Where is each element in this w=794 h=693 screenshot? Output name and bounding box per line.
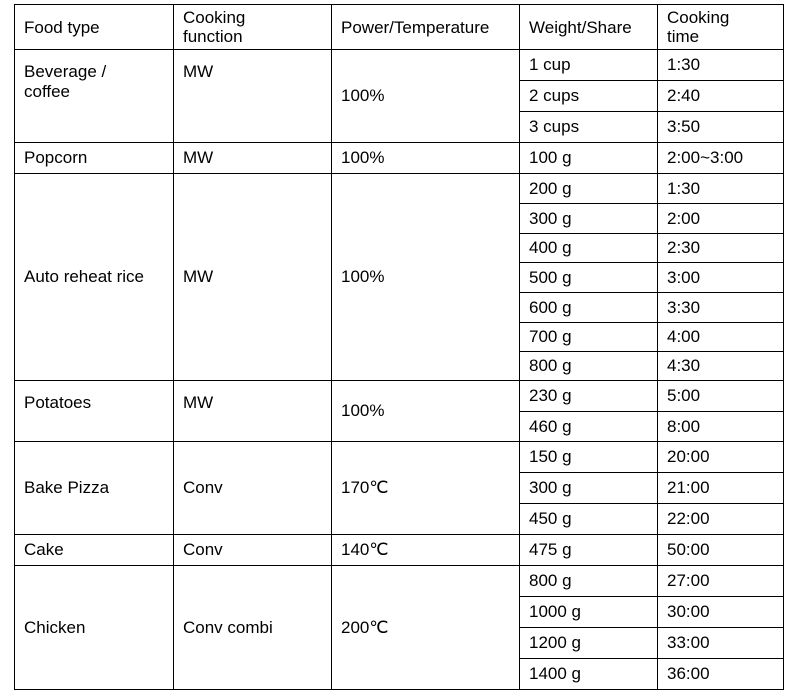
weight-share-cell bbox=[519, 411, 658, 442]
cooking-function-cell bbox=[173, 380, 332, 442]
cooking-function-cell-text: MW bbox=[183, 148, 214, 167]
food-type-cell bbox=[14, 565, 174, 690]
cooking-time-cell bbox=[657, 441, 784, 473]
weight-share-cell bbox=[519, 380, 658, 412]
cooking-time-cell-text: 1:30 bbox=[667, 55, 701, 74]
weight-share-cell bbox=[519, 142, 658, 174]
weight-share-cell bbox=[519, 322, 658, 352]
food-type-cell bbox=[14, 173, 174, 381]
power-temperature-cell-text: 170℃ bbox=[341, 478, 389, 497]
power-temperature-cell-text: 100% bbox=[341, 267, 385, 286]
weight-share-cell bbox=[519, 262, 658, 293]
power-temperature-cell-text: 200℃ bbox=[341, 617, 389, 637]
header-weight-share-text: Weight/Share bbox=[529, 17, 632, 37]
food-type-cell bbox=[14, 534, 174, 566]
power-temperature-cell bbox=[331, 173, 520, 381]
cooking-time-cell-text: 5:00 bbox=[667, 386, 701, 405]
cooking-time-cell bbox=[657, 142, 784, 174]
header-cooking-function-text: Cooking function bbox=[183, 8, 246, 46]
weight-share-cell bbox=[519, 658, 658, 690]
header-cooking-time bbox=[657, 4, 784, 50]
weight-share-cell bbox=[519, 203, 658, 234]
weight-share-cell-text: 200 g bbox=[529, 178, 572, 198]
weight-share-cell-text: 400 g bbox=[529, 238, 572, 257]
weight-share-cell-text: 700 g bbox=[529, 327, 572, 346]
cooking-function-cell-text: Conv bbox=[183, 540, 223, 559]
cooking-time-cell-text: 3:50 bbox=[667, 117, 701, 136]
header-cooking-function bbox=[173, 4, 332, 50]
cooking-time-cell-text: 2:30 bbox=[667, 238, 701, 257]
weight-share-cell-text: 230 g bbox=[529, 386, 572, 405]
weight-share-cell bbox=[519, 49, 658, 81]
weight-share-cell bbox=[519, 534, 658, 566]
cooking-function-cell-text: Conv combi bbox=[183, 617, 273, 637]
weight-share-cell bbox=[519, 627, 658, 659]
weight-share-cell-text: 500 g bbox=[529, 267, 572, 287]
cooking-time-cell-text: 33:00 bbox=[667, 633, 710, 652]
power-temperature-cell bbox=[331, 534, 520, 566]
cooking-time-cell bbox=[657, 322, 784, 352]
food-type-cell-text: Chicken bbox=[24, 617, 86, 637]
cooking-time-cell-text: 30:00 bbox=[667, 602, 710, 621]
cooking-function-cell-text: MW bbox=[183, 267, 214, 286]
header-weight-share bbox=[519, 4, 658, 50]
cooking-time-cell-text: 27:00 bbox=[667, 571, 710, 590]
weight-share-cell-text: 2 cups bbox=[529, 86, 580, 105]
weight-share-cell bbox=[519, 565, 658, 597]
food-type-cell-text: Popcorn bbox=[24, 148, 88, 167]
weight-share-cell bbox=[519, 292, 658, 323]
cooking-time-cell bbox=[657, 203, 784, 234]
cooking-time-cell-text: 8:00 bbox=[667, 416, 701, 436]
power-temperature-cell bbox=[331, 142, 520, 174]
cooking-time-cell bbox=[657, 351, 784, 381]
weight-share-cell-text: 300 g bbox=[529, 208, 572, 228]
cooking-function-cell bbox=[173, 565, 332, 690]
cooking-function-cell-text: MW bbox=[183, 393, 214, 412]
power-temperature-cell bbox=[331, 565, 520, 690]
weight-share-cell-text: 100 g bbox=[529, 148, 572, 167]
power-temperature-cell bbox=[331, 441, 520, 535]
food-type-cell-text: Beverage / coffee bbox=[24, 62, 107, 101]
weight-share-cell-text: 475 g bbox=[529, 540, 572, 559]
weight-share-cell bbox=[519, 503, 658, 535]
weight-share-cell bbox=[519, 173, 658, 204]
cooking-time-cell bbox=[657, 173, 784, 204]
weight-share-cell bbox=[519, 233, 658, 263]
cooking-time-cell-text: 3:30 bbox=[667, 297, 701, 317]
weight-share-cell-text: 800 g bbox=[529, 571, 572, 590]
weight-share-cell-text: 3 cups bbox=[529, 117, 580, 136]
cooking-time-cell bbox=[657, 627, 784, 659]
food-type-cell bbox=[14, 380, 174, 442]
cooking-time-cell bbox=[657, 534, 784, 566]
weight-share-cell-text: 300 g bbox=[529, 478, 572, 497]
weight-share-cell-text: 1200 g bbox=[529, 633, 581, 652]
cooking-time-cell bbox=[657, 262, 784, 293]
weight-share-cell bbox=[519, 596, 658, 628]
power-temperature-cell-text: 140℃ bbox=[341, 540, 389, 559]
cooking-function-cell bbox=[173, 142, 332, 174]
cooking-time-cell-text: 36:00 bbox=[667, 664, 710, 683]
cooking-time-cell bbox=[657, 380, 784, 412]
cooking-function-cell bbox=[173, 173, 332, 381]
weight-share-cell bbox=[519, 441, 658, 473]
cooking-time-cell-text: 2:40 bbox=[667, 86, 701, 105]
cooking-time-cell-text: 50:00 bbox=[667, 540, 710, 559]
cooking-time-cell bbox=[657, 503, 784, 535]
cooking-time-cell bbox=[657, 565, 784, 597]
cooking-time-cell bbox=[657, 292, 784, 323]
header-power-temperature bbox=[331, 4, 520, 50]
weight-share-cell bbox=[519, 80, 658, 112]
weight-share-cell-text: 1000 g bbox=[529, 602, 581, 621]
cooking-function-cell bbox=[173, 441, 332, 535]
cooking-time-cell-text: 2:00 bbox=[667, 208, 701, 228]
cooking-time-cell-text: 21:00 bbox=[667, 478, 710, 497]
power-temperature-cell bbox=[331, 49, 520, 143]
food-type-cell bbox=[14, 49, 174, 143]
weight-share-cell-text: 1 cup bbox=[529, 55, 571, 74]
header-cooking-time-text: Cooking time bbox=[667, 8, 730, 46]
cooking-function-cell-text: Conv bbox=[183, 478, 223, 497]
weight-share-cell-text: 450 g bbox=[529, 509, 572, 528]
food-type-cell bbox=[14, 142, 174, 174]
food-type-cell-text: Auto reheat rice bbox=[24, 267, 145, 286]
power-temperature-cell-text: 100% bbox=[341, 86, 385, 105]
cooking-function-cell-text: MW bbox=[183, 62, 214, 81]
cooking-function-cell bbox=[173, 49, 332, 143]
weight-share-cell-text: 150 g bbox=[529, 447, 572, 466]
food-type-cell-text: Potatoes bbox=[24, 393, 92, 412]
cooking-time-cell bbox=[657, 411, 784, 442]
power-temperature-cell-text: 100% bbox=[341, 148, 385, 167]
weight-share-cell-text: 460 g bbox=[529, 416, 572, 436]
food-type-cell-text: Cake bbox=[24, 540, 64, 559]
cooking-time-cell bbox=[657, 596, 784, 628]
cooking-time-cell-text: 20:00 bbox=[667, 447, 710, 466]
cooking-time-cell-text: 4:00 bbox=[667, 327, 701, 346]
cooking-time-cell-text: 4:30 bbox=[667, 356, 701, 375]
power-temperature-cell bbox=[331, 380, 520, 442]
cooking-time-cell bbox=[657, 472, 784, 504]
cooking-time-cell bbox=[657, 80, 784, 112]
weight-share-cell-text: 800 g bbox=[529, 356, 572, 375]
food-type-cell bbox=[14, 441, 174, 535]
cooking-function-cell bbox=[173, 534, 332, 566]
cooking-time-cell-text: 1:30 bbox=[667, 178, 701, 198]
weight-share-cell-text: 600 g bbox=[529, 297, 572, 317]
food-type-cell-text: Bake Pizza bbox=[24, 478, 110, 497]
weight-share-cell bbox=[519, 472, 658, 504]
cooking-time-cell bbox=[657, 111, 784, 143]
cooking-time-cell-text: 3:00 bbox=[667, 267, 701, 287]
header-power-temperature-text: Power/Temperature bbox=[341, 17, 490, 37]
weight-share-cell bbox=[519, 111, 658, 143]
weight-share-cell-text: 1400 g bbox=[529, 664, 581, 683]
header-food-type bbox=[14, 4, 174, 50]
cooking-time-cell bbox=[657, 658, 784, 690]
header-food-type-text: Food type bbox=[24, 17, 100, 37]
cooking-time-cell bbox=[657, 49, 784, 81]
power-temperature-cell-text: 100% bbox=[341, 401, 385, 420]
cooking-time-cell-text: 2:00~3:00 bbox=[667, 148, 744, 167]
cooking-time-cell bbox=[657, 233, 784, 263]
weight-share-cell bbox=[519, 351, 658, 381]
cooking-time-cell-text: 22:00 bbox=[667, 509, 710, 528]
